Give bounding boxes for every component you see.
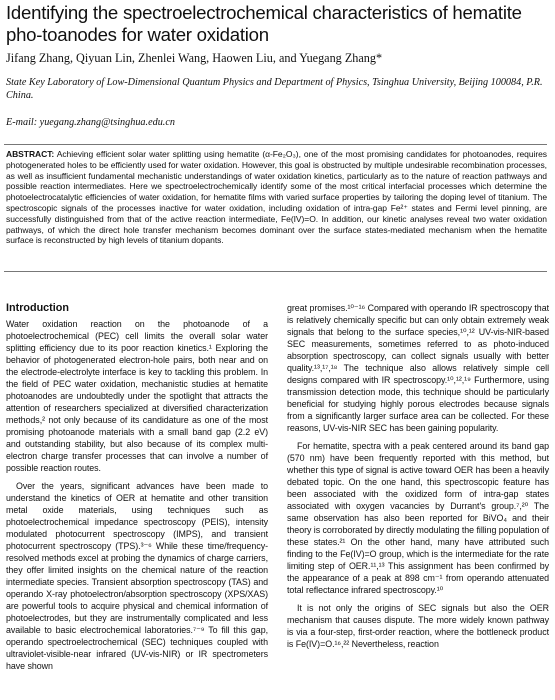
intro-paragraph-4: For hematite, spectra with a peak centered around its band gap (570 nm) have been frequently reported with this method, but whether this type of signal is active toward OER has been a heavily debated topic. On the one hand, this spectroscopic feature has been associated with the oxidized form of intra-gap states associated with oxygen vacancies by Durrant's group.⁷,²⁰ The same observation has also been reported for BiVO₄ and their theory is corroborated by directly modulating the filling population of these states.²¹ On the other hand, many have attributed such finding to the Fe(IV)=O group, which is the intermediate for the rate limiting step of OER.¹¹,¹³ This assignment has been confirmed by the appearance of a peak at 898 cm⁻¹ from operando attenuated total reflectance infrared spectroscopy.¹⁰	[287, 441, 549, 595]
section-heading-introduction: Introduction	[6, 302, 69, 314]
right-column	[287, 302, 549, 650]
abstract-text: Achieving efficient solar water splitting using hematite (α-Fe₂O₃), one of the most promising candidates for photoanodes, requires photogenerated holes to be efficiently used for water oxidation. However, this goal is obstructed by multiple undesirable recombination processes, as well as insufficient fundamental mechanistic understandings of water oxidation kinetics, particularly as to the nature of reaction pathways and possible reaction intermediates. Here we spectroelectrochemically identify some of the most critical interfacial processes which determine the photoelectrocatalytic efficiencies of water oxidation, for hematite films with varied surface properties by tailoring the doping level of titanium. The spectroscopic signals of the processes inactive for water oxidation, including oxidation of intra-gap Fe²⁺ states and Fermi level pinning, are successfully distinguished from that of the active reaction intermediate, Fe(IV)=O. In addition, our kinetic analyses reveal two water oxidation pathways, of which the direct hole transfer mechanism becomes dominant over the surface states-mediated mechanism when the hematite surface is reconstructed by high levels of titanium dopants.	[6, 149, 547, 246]
intro-paragraph-1: Water oxidation reaction on the photoanode of a photoelectrochemical (PEC) cell limits the overall solar water splitting efficiency due to its poor reaction kinetics.¹ Exploring the behavior of photogenerated electron-hole pairs, both near and on the electrode-electrolyte interface is key to tackling this problem. In the field of PEC water oxidation, mechanistic studies at hematite photoanodes are undoubtedly under the spotlight that attracts the attention of researchers specialized at diversified characterization methods,² not only because of its candidature as one of the most promising photoanode materials with a small band gap (2.2 eV) and outstanding stability, but also because of its complex multi-electron charge transfer processes that can involve a number of possible reaction routes.	[6, 319, 268, 473]
intro-paragraph-5: It is not only the origins of SEC signals but also the OER mechanism that causes dispute. The more widely known pathway is via a four-step, first-order reaction, where the bottleneck product is Fe(IV)=O.¹⁶,²² Nevertheless, reaction	[287, 603, 549, 649]
corresponding-email: E-mail: yuegang.zhang@tsinghua.edu.cn	[6, 117, 175, 128]
left-column	[6, 302, 268, 672]
paper-title: Identifying the spectroelectrochemical characteristics of hematite pho-toanodes for water oxidation	[6, 2, 522, 45]
author-list: Jifang Zhang, Qiyuan Lin, Zhenlei Wang, Haowen Liu, and Yuegang Zhang*	[6, 51, 383, 65]
abstract-label: ABSTRACT:	[6, 149, 55, 159]
intro-paragraph-2: Over the years, significant advances have been made to understand the kinetics of OER at hematite and other transition metal oxide materials, using techniques such as photoelectrochemical impedance spectroscopy (PEIS), intensity modulated photocurrent spectroscopy (IMPS), and transient photocurrent spectroscopy (TPS).³⁻⁶ While these time/frequency-resolved methods excel at probing the dynamics of charge carriers, they offer limited insights on the chemical nature of the reaction intermediate species. Transient absorption spectroscopy (TAS) and operando X-ray photoelectron/absorption spectroscopy (XPS/XAS) are powerful tools to acquire physical and chemical information of photoelectrodes, but they are instrumentally complicated and less available to basic electrochemical laboratories.⁷⁻⁹ To fill this gap, operando spectroelectrochemical (SEC) techniques coupled with ultraviolet-visible-near infrared (UV-vis-NIR) or IR spectrometers have shown	[6, 481, 268, 671]
intro-paragraph-3: great promises.¹⁰⁻¹⁶ Compared with operando IR spectroscopy that is relatively chemically specific but can only obtain extremely weak signals that belong to the surface species,¹⁰,¹² UV-vis-NIR-based SEC measurements, sometimes referred to as photo-induced absorption spectroscopy, can collect signals usually with better quality.¹³,¹⁷,¹⁸ The technique also allows relatively simple cell designs compared with IR spectroscopy.¹⁰,¹²,¹⁹ Furthermore, using transmission detection mode, this technique should be particularly beneficial for studying highly porous electrodes because signals from a significantly larger surface area can be collected. For these reasons, UV-vis-NIR SEC has been gaining popularity.	[287, 303, 549, 433]
affiliation: State Key Laboratory of Low-Dimensional Quantum Physics and Department of Physics, Tsinghua University, Beijing 100084, P.R. China.	[6, 77, 543, 101]
abstract	[6, 149, 547, 246]
